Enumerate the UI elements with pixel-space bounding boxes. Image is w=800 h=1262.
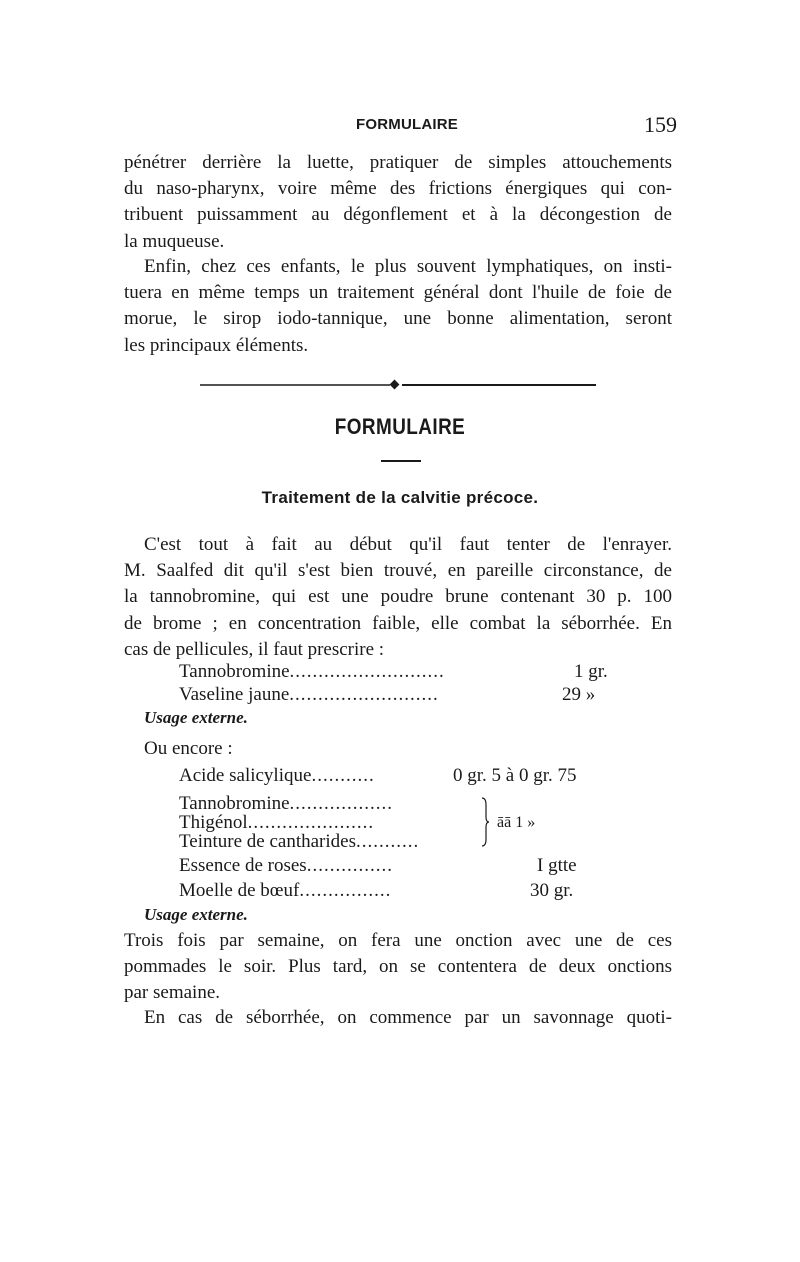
text-line: par semaine. bbox=[124, 982, 221, 1004]
ingredient-name: Tannobromine........................... bbox=[179, 661, 445, 682]
ingredient-name: Moelle de bœuf................ bbox=[179, 880, 392, 901]
continuation-paragraph bbox=[124, 150, 672, 255]
text-line: Trois fois par semaine, on fera une onction avec une de ces bbox=[124, 930, 672, 951]
ingredient-quantity: 1 gr. bbox=[574, 661, 608, 682]
text-line: Enfin, chez ces enfants, le plus souvent lymphatiques, on insti- bbox=[144, 256, 672, 277]
text-line: pénétrer derrière la luette, pratiquer de simples attouchements bbox=[124, 152, 672, 173]
title-rule bbox=[381, 460, 421, 462]
paragraph-general-treatment bbox=[124, 254, 672, 359]
text-line: tribuent puissamment au dégonflement et à la décongestion de bbox=[124, 204, 672, 226]
usage-note: Usage externe. bbox=[144, 708, 248, 727]
text-line: C'est tout à fait au début qu'il faut tenter de l'enrayer. bbox=[144, 534, 672, 555]
text-line: de brome ; en concentration faible, elle combat la séborrhée. En bbox=[124, 612, 672, 634]
ingredient-name: Thigénol...................... bbox=[179, 812, 375, 833]
ingredient-quantity: 30 gr. bbox=[530, 880, 574, 901]
text-line: la tannobromine, qui est une poudre brune contenant 30 p. 100 bbox=[124, 586, 672, 608]
usage-note: Usage externe. bbox=[144, 905, 248, 924]
divider-line-left bbox=[200, 384, 390, 386]
ingredient-name: Essence de roses............... bbox=[179, 855, 393, 876]
seborrhea-paragraph bbox=[124, 1005, 672, 1031]
text-line: En cas de séborrhée, on commence par un savonnage quoti- bbox=[144, 1007, 672, 1028]
text-line: M. Saalfed dit qu'il s'est bien trouvé, en pareille circonstance, de bbox=[124, 560, 672, 582]
page-number: 159 bbox=[644, 112, 677, 137]
ingredient-quantity: 29 » bbox=[562, 684, 596, 705]
ingredient-quantity: āā 1 » bbox=[497, 814, 536, 831]
divider-line-right bbox=[402, 384, 596, 386]
ingredient-name: Acide salicylique........... bbox=[179, 765, 375, 786]
text-line: la muqueuse. bbox=[124, 230, 225, 252]
application-paragraph bbox=[124, 928, 672, 1007]
text-line: cas de pellicules, il faut prescrire : bbox=[124, 638, 385, 660]
ingredient-quantity: I gtte bbox=[537, 855, 577, 876]
divider-diamond bbox=[390, 380, 400, 390]
text-line: du naso-pharynx, voire même des frictions énergiques qui con- bbox=[124, 178, 672, 200]
section-title: FORMULAIRE bbox=[334, 414, 466, 439]
transition-text bbox=[144, 736, 544, 762]
text-line: pommades le soir. Plus tard, on se contentera de deux onctions bbox=[124, 956, 672, 978]
ingredient-name: Vaseline jaune.......................... bbox=[179, 684, 439, 705]
intro-paragraph bbox=[124, 532, 672, 663]
ingredient-name: Tannobromine.................. bbox=[179, 793, 394, 814]
text-line: tuera en même temps un traitement général dont l'huile de foie de bbox=[124, 282, 672, 304]
section-divider bbox=[200, 382, 596, 388]
recipe-heading: Traitement de la calvitie précoce. bbox=[261, 488, 539, 507]
ingredient-quantity: 0 gr. 5 à 0 gr. 75 bbox=[453, 765, 577, 786]
text-line: les principaux éléments. bbox=[124, 334, 309, 356]
text-line: Ou encore : bbox=[144, 738, 233, 759]
running-header bbox=[124, 112, 679, 136]
brace-symbol bbox=[481, 797, 489, 847]
text-line: morue, le sirop iodo-tannique, une bonne alimentation, seront bbox=[124, 308, 672, 330]
ingredient-name: Teinture de cantharides........... bbox=[179, 831, 420, 852]
running-title: FORMULAIRE bbox=[356, 116, 458, 133]
